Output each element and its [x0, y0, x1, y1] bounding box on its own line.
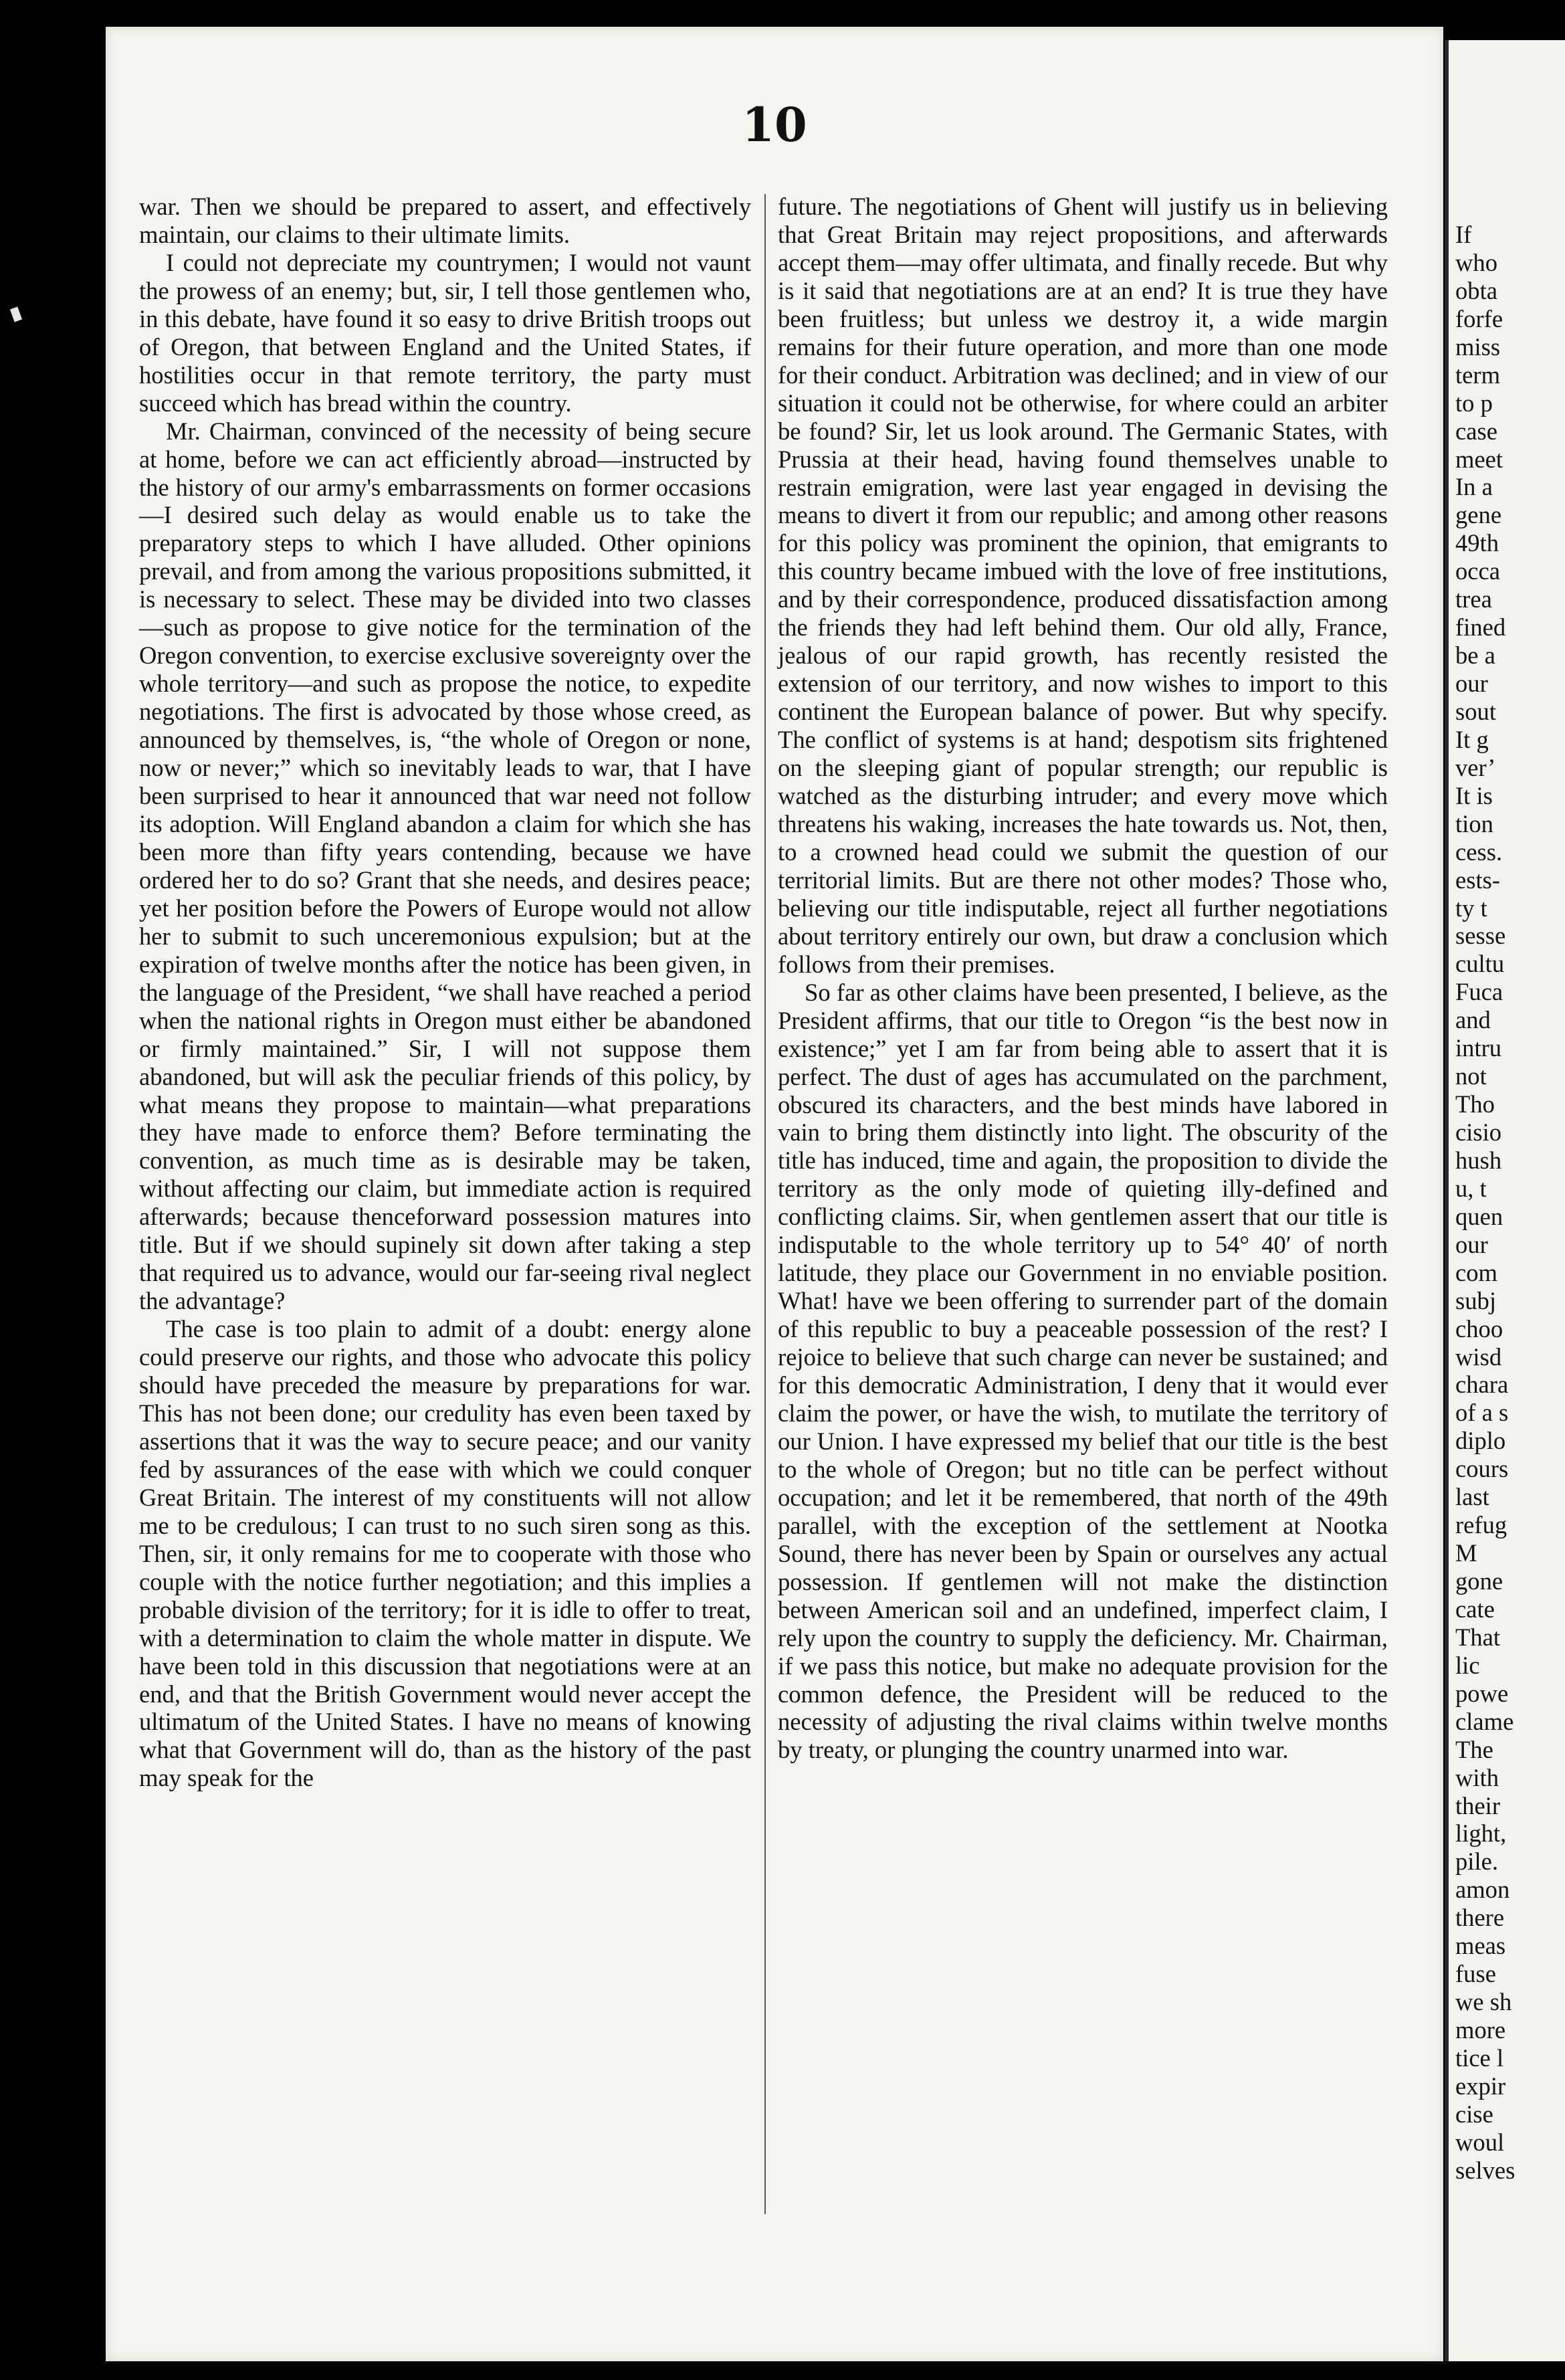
fragment-line: gone	[1455, 1567, 1503, 1595]
fragment-line: we sh	[1455, 1988, 1512, 2016]
fragment-line: to p	[1455, 389, 1493, 417]
fragment-line: sout	[1455, 697, 1496, 725]
fragment-line: ty t	[1455, 894, 1487, 922]
fragment-line: their	[1455, 1791, 1501, 1819]
fragment-line: light,	[1455, 1819, 1507, 1848]
fragment-line: cultu	[1455, 950, 1505, 978]
fragment-line: meet	[1455, 445, 1503, 473]
fragment-line: sesse	[1455, 922, 1506, 950]
fragment-line: 49th	[1455, 529, 1499, 557]
column-divider	[764, 194, 766, 2214]
fragment-line: there	[1455, 1904, 1505, 1932]
fragment-line: cess.	[1455, 837, 1503, 866]
fragment-line: gene	[1455, 501, 1502, 529]
fragment-line: chara	[1455, 1371, 1509, 1399]
paragraph: future. The negotiations of Ghent will justify us in believing that Great Britain may reject propositions, and afterwards accept them—may offer ultimata, and finally recede. But why is it said that negotiations are at an end? It is true they have been fruitless; but unless we destroy it, a wide margin remains for their future operation, and more than one mode for their conduct. Arbitration was declined; and in view of our situation it could not be otherwise, for where could an arbiter be found? Sir, let us look around. The Germanic States, with Prussia at their head, having found themselves unable to restrain emigration, were last year engaged in devising the means to divert it from our republic; and among other reasons for this policy was prominent the opinion, that emigrants to this country became imbued with the love of free institutions, and by their correspondence, produced dissatisfaction among the friends they had left behind them. Our old ally, France, jealous of our rapid growth, has recently resisted the extension of our territory, and now wishes to import to this continent the European balance of power. But why specify. The conflict of systems is at hand; despotism sits frightened on the sleeping giant of popular strength; our republic is watched as the disturbing intruder; and every move which threatens his waking, increases the hate towards us. Not, then, to a crowned head could we submit the question of our territorial limits. But are there not other modes? Those who, believing our title indisputable, reject all further negotiations about territory entirely our own, but draw a conclusion which follows from their premises.	[778, 193, 1388, 978]
paragraph: The case is too plain to admit of a doubt: energy alone could preserve our rights, and those who advocate this policy should have preceded the measure by preparations for war. This has not been done; our credulity has even been taxed by assertions that it was the way to secure peace; and our vanity fed by assurances of the ease with which we could conquer Great Britain. The interest of my constituents will not allow me to be credulous; I can trust to no such siren song as this. Then, sir, it only remains for me to cooperate with those who couple with the notice further negotiation; and this implies a probable division of the territory; for it is idle to offer to treat, with a determination to claim the whole matter in dispute. We have been told in this discussion that negotiations were at an end, and that the British Government would never accept the ultimatum of the United States. I have no means of knowing what that Government will do, than as the history of the past may speak for the	[139, 1315, 751, 1792]
fragment-line: powe	[1455, 1679, 1509, 1707]
fragment-line: choo	[1455, 1314, 1503, 1343]
fragment-line: hush	[1455, 1146, 1502, 1174]
fragment-line: amon	[1455, 1876, 1510, 1904]
paragraph: I could not depreciate my countrymen; I would not vaunt the prowess of an enemy; but, sir, I tell those gentlemen who, in this debate, have found it so easy to drive British troops out of Oregon, that between England and the United States, if hostilities occur in that remote territory, the party must succeed which has bread within the country.	[139, 248, 751, 417]
fragment-line: forfe	[1455, 304, 1503, 332]
fragment-line: It is	[1455, 781, 1493, 809]
fragment-line: woul	[1455, 2128, 1505, 2156]
fragment-line: ests-	[1455, 866, 1501, 894]
fragment-line: The	[1455, 1735, 1493, 1763]
left-column	[139, 193, 751, 1792]
adjacent-page-text	[1455, 221, 1565, 2185]
fragment-line: intru	[1455, 1034, 1502, 1062]
fragment-line: com	[1455, 1258, 1497, 1286]
fragment-line: expir	[1455, 2072, 1506, 2100]
page	[106, 27, 1443, 2361]
fragment-line: quen	[1455, 1202, 1503, 1230]
fragment-line: It g	[1455, 725, 1489, 753]
fragment-line: occa	[1455, 557, 1500, 585]
fragment-line: Fuca	[1455, 978, 1503, 1006]
fragment-line: clame	[1455, 1707, 1514, 1735]
fragment-line: diplo	[1455, 1427, 1506, 1455]
fragment-line: subj	[1455, 1286, 1496, 1314]
fragment-line: tice l	[1455, 2044, 1504, 2072]
fragment-line: M	[1455, 1539, 1477, 1567]
paragraph: So far as other claims have been presented, I believe, as the President affirms, that our title to Oregon “is the best now in existence;” yet I am far from being able to assert that it is perfect. The dust of ages has accumulated on the parchment, obscured its characters, and the best minds have labored in vain to bring them distinctly into light. The obscurity of the title has induced, time and again, the proposition to divide the territory as the only mode of quieting illy-defined and conflicting claims. Sir, when gentlemen assert that our title is indisputable to the whole territory up to 54° 40′ of north latitude, they place our Government in no enviable position. What! have we been offering to surrender part of the domain of this republic to buy a peaceable possession of the rest? I rejoice to believe that such charge can never be sustained; and for this democratic Administration, I deny that it would ever claim the power, or have the wish, to mutilate the territory of our Union. I have expressed my belief that our title is the best to the whole of Oregon; but no title can be perfect without occupation; and let it be remembered, that north of the 49th parallel, with the exception of the settlement at Nootka Sound, there has never been by Spain or ourselves any actual possession. If gentlemen will not make the distinction between American soil and an undefined, imperfect claim, I rely upon the country to supply the deficiency. Mr. Chairman, if we pass this notice, but make no adequate provision for the common defence, the President will be reduced to the necessity of adjusting the rival claims within twelve months by treaty, or plunging the country unarmed into war.	[778, 978, 1388, 1764]
fragment-line: cours	[1455, 1455, 1509, 1483]
fragment-line: In a	[1455, 473, 1493, 501]
fragment-line: be a	[1455, 641, 1495, 670]
fragment-line: refug	[1455, 1511, 1507, 1539]
right-column	[778, 193, 1388, 1764]
fragment-line: cise	[1455, 2100, 1493, 2128]
fragment-line: who	[1455, 248, 1497, 276]
fragment-line: trea	[1455, 585, 1492, 613]
paragraph: Mr. Chairman, convinced of the necessity of being secure at home, before we can act efficiently abroad—instructed by the history of our army's embarrassments on former occasions—I desired such delay as would enable us to take the preparatory steps to which I have alluded. Other opinions prevail, and from among the various propositions submitted, it is necessary to select. These may be divided into two classes—such as propose to give notice for the termination of the Oregon convention, to exercise exclusive sovereignty over the whole territory—and such as propose the notice, to expedite negotiations. The first is advocated by those whose creed, as announced by themselves, is, “the whole of Oregon or none, now or never;” which so inevitably leads to war, that I have been surprised to hear it announced that war need not follow its adoption. Will England abandon a claim for which she has been more than fifty years contending, because we have ordered her to do so? Grant that she needs, and desires peace; yet her position before the Powers of Europe would not allow her to submit to such unceremonious expulsion; but at the expiration of twelve months after the notice has been given, in the language of the President, “we shall have reached a period when the national rights in Oregon must either be abandoned or firmly maintained.” Sir, I will not suppose them abandoned, but will ask the peculiar friends of this policy, by what means they propose to maintain—what preparations they have made to enforce them? Before terminating the convention, as much time as is desirable may be taken, without affecting our claim, but immediate action is required afterwards; because thenceforward possession matures into title. But if we should supinely sit down after taking a step that required us to advance, would our far-seeing rival neglect the advantage?	[139, 417, 751, 1315]
fragment-line: selves	[1455, 2156, 1516, 2184]
fragment-line: term	[1455, 361, 1501, 389]
fragment-line: cisio	[1455, 1118, 1502, 1146]
fragment-line: lic	[1455, 1651, 1480, 1679]
fragment-line: cate	[1455, 1595, 1495, 1623]
fragment-line: Tho	[1455, 1090, 1495, 1118]
fragment-line: not	[1455, 1062, 1487, 1090]
fragment-line: fined	[1455, 613, 1506, 641]
fragment-line: our	[1455, 1230, 1488, 1258]
fragment-line: our	[1455, 670, 1488, 697]
paragraph: war. Then we should be prepared to assert, and effectively maintain, our claims to their ultimate limits.	[139, 193, 751, 248]
fragment-line: That	[1455, 1623, 1501, 1651]
fragment-line: and	[1455, 1006, 1491, 1034]
fragment-line: last	[1455, 1483, 1489, 1511]
fragment-line: If	[1455, 221, 1472, 248]
fragment-line: with	[1455, 1763, 1499, 1791]
adjacent-page-edge	[1445, 40, 1565, 2361]
fragment-line: obta	[1455, 276, 1497, 304]
fragment-line: ver’	[1455, 753, 1496, 781]
fragment-line: more	[1455, 2016, 1506, 2044]
fragment-line: meas	[1455, 1932, 1506, 1960]
fragment-line: pile.	[1455, 1848, 1498, 1876]
fragment-line: u, t	[1455, 1174, 1487, 1202]
scan-mark	[10, 307, 22, 322]
fragment-line: miss	[1455, 332, 1501, 361]
page-number: 10	[742, 97, 807, 153]
fragment-line: case	[1455, 417, 1497, 445]
fragment-line: tion	[1455, 809, 1493, 837]
fragment-line: wisd	[1455, 1343, 1502, 1371]
fragment-line: of a s	[1455, 1399, 1509, 1427]
fragment-line: fuse	[1455, 1960, 1496, 1988]
